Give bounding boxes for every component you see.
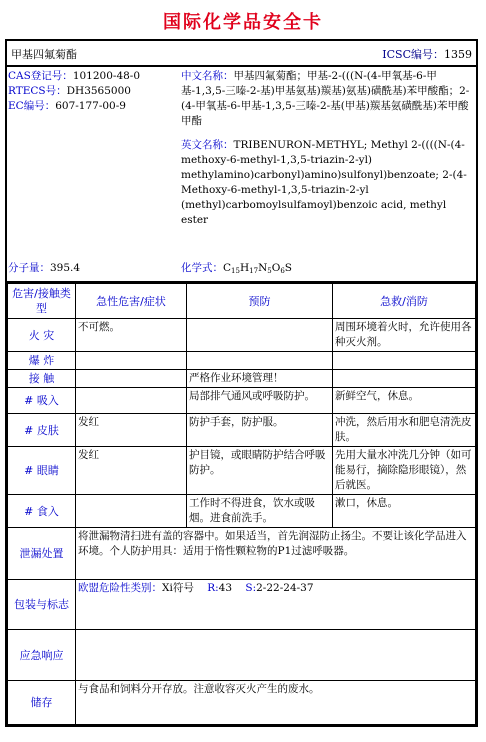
cell-prevention: 护目镜，或眼睛防护结合呼吸防护。 (187, 447, 333, 495)
header-first-aid: 急救/消防 (333, 284, 476, 319)
hazard-table (7, 283, 476, 725)
row-label-storage: 储存 (8, 681, 76, 725)
spill-text: 将泄漏物清扫进有盖的容器中。如果适当，首先润湿防止扬尘。不要让该化学品进入环境。个人防护用具：适用于惰性颗粒物的P1过滤呼吸器。 (76, 528, 476, 580)
cell-first-aid: 先用大量水冲洗几分钟（如可能易行，摘除隐形眼镜），然后就医。 (333, 447, 476, 495)
cell-acute: 不可燃。 (76, 319, 187, 352)
row-label-explosion: 爆 炸 (8, 352, 76, 370)
chinese-name: 中文名称：甲基四氟菊酯；甲基-2-(((N-(4-甲氧基-6-甲基-1,3,5-三嗪-2-基)甲基氨基)羰基)氨基)磺酰基)苯甲酸酯；2-(4-甲氧基-6-甲基-1,3,5-三嗪-2-基(甲基)羰基氨磺酰基)苯甲酸甲酯 (181, 70, 470, 127)
table-row (8, 580, 476, 630)
cell-first-aid: 冲洗，然后用水和肥皂清洗皮肤。 (333, 414, 476, 447)
header-type: 危害/接触类型 (8, 284, 76, 319)
header-prevention: 预防 (187, 284, 333, 319)
cell-acute: 发红 (76, 414, 187, 447)
cas-number: CAS登记号：101200-48-0 (8, 70, 141, 82)
row-label-emergency: 应急响应 (8, 630, 76, 681)
row-label-contact: 接 触 (8, 370, 76, 388)
cell-acute (76, 495, 187, 528)
cell-prevention (187, 319, 333, 352)
cell-first-aid: 新鲜空气，休息。 (333, 388, 476, 414)
storage-text: 与食品和饲料分开存放。注意收容灭火产生的废水。 (76, 681, 476, 725)
identification-section (7, 67, 476, 283)
table-row (8, 528, 476, 580)
cell-acute (76, 352, 187, 370)
table-row (8, 319, 476, 352)
header-row (7, 41, 476, 67)
names-block (181, 69, 473, 228)
table-row (8, 352, 476, 370)
row-label-fire: 火 灾 (8, 319, 76, 352)
cell-prevention: 局部排气通风或呼吸防护。 (187, 388, 333, 414)
cell-prevention: 工作时不得进食，饮水或吸烟。进食前洗手。 (187, 495, 333, 528)
chemical-formula: 化学式：$C_{15}H_{17}N_5O_6S$ (181, 262, 292, 275)
cell-first-aid: 漱口，休息。 (333, 495, 476, 528)
icsc-number: ICSC编号：1359 (382, 48, 472, 61)
cell-prevention (187, 352, 333, 370)
packaging-text: 欧盟危险性类别：Xi符号 R:43 S:2-22-24-37 (76, 580, 476, 630)
row-label-eyes: # 眼睛 (8, 447, 76, 495)
english-name: 英文名称：TRIBENURON-METHYL; Methyl 2-((((N-(4-methoxy-6-methyl-1,3,5-triazin-2-yl) methylamino)carbonyl)amino)sulfonyl)benzoate; 2-(4-Methoxy-6-methyl-1,3,5-triazin-2-yl (methyl)carbomoylsulfamoyl)benzoic acid, methyl ester (181, 139, 467, 226)
table-header-row (8, 284, 476, 319)
identifiers (8, 69, 178, 114)
cell-acute (76, 370, 187, 388)
row-label-packaging: 包装与标志 (8, 580, 76, 630)
row-label-skin: # 皮肤 (8, 414, 76, 447)
cell-first-aid: 周围环境着火时，允许使用各种灭火剂。 (333, 319, 476, 352)
cell-prevention: 严格作业环境管理！ (187, 370, 333, 388)
safety-card (5, 39, 478, 727)
row-label-ingestion: # 食入 (8, 495, 76, 528)
card-title: 国际化学品安全卡 (163, 12, 323, 33)
ec-number: EC编号：607-177-00-9 (8, 100, 126, 112)
table-row (8, 414, 476, 447)
header-acute: 急性危害/症状 (76, 284, 187, 319)
cell-first-aid (333, 352, 476, 370)
table-row (8, 370, 476, 388)
cell-prevention: 防护手套，防护服。 (187, 414, 333, 447)
rtecs-number: RTECS号：DH3565000 (8, 85, 131, 97)
table-row (8, 681, 476, 725)
molecular-weight: 分子量：395.4 (8, 262, 81, 274)
table-row (8, 630, 476, 681)
row-label-spill: 泄漏处置 (8, 528, 76, 580)
row-label-inhalation: # 吸入 (8, 388, 76, 414)
cell-first-aid (333, 370, 476, 388)
cell-acute: 发红 (76, 447, 187, 495)
cell-acute (76, 388, 187, 414)
table-row (8, 447, 476, 495)
table-row (8, 495, 476, 528)
emergency-text (76, 630, 476, 681)
chemical-name: 甲基四氟菊酯 (11, 48, 77, 61)
table-row (8, 388, 476, 414)
